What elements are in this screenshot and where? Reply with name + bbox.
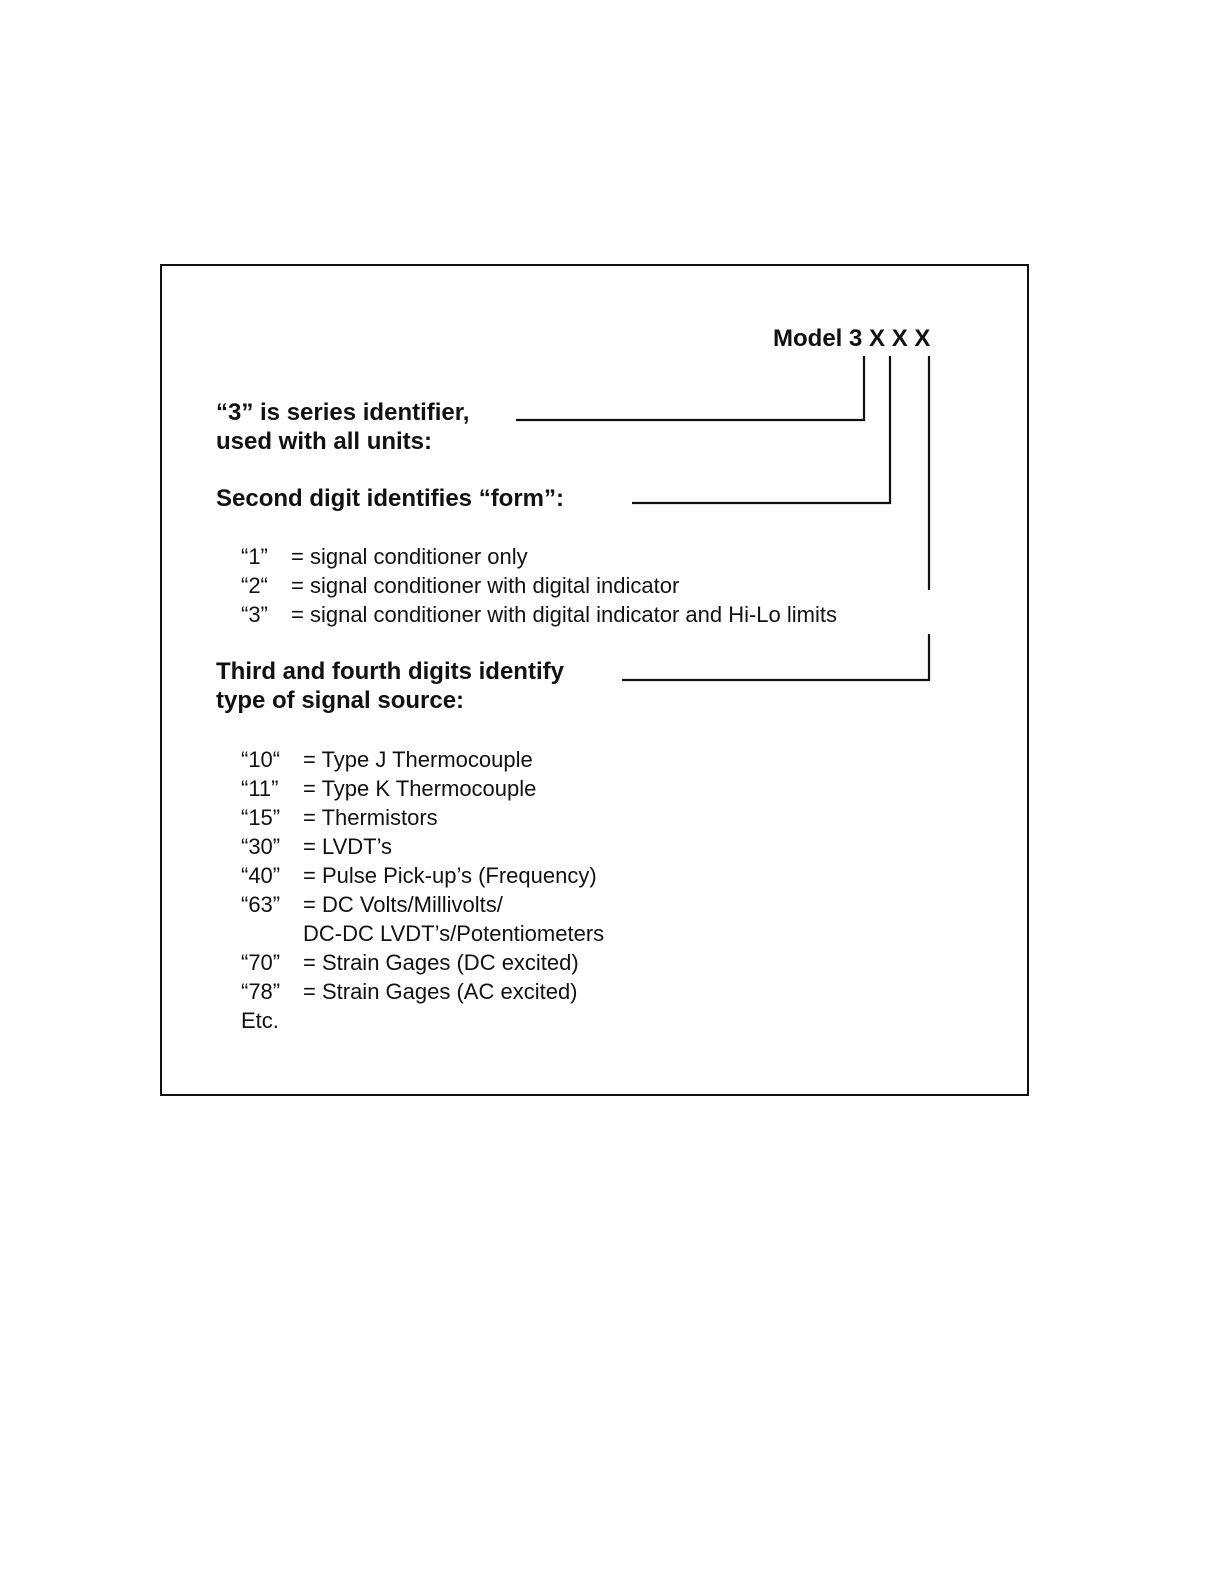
- source-item: [241, 948, 579, 977]
- form-heading: Second digit identifies “form”:: [216, 485, 565, 512]
- model-digit-form: X: [869, 325, 886, 352]
- source-desc: = Strain Gages (AC excited): [303, 979, 578, 1004]
- form-desc: = signal conditioner with digital indicator: [291, 573, 680, 598]
- source-item-continuation: [241, 919, 605, 948]
- source-desc: = Pulse Pick-up’s (Frequency): [303, 863, 597, 888]
- series-heading: [216, 398, 469, 456]
- form-code: “1”: [241, 544, 268, 569]
- series-heading-line2: used with all units:: [216, 428, 433, 455]
- source-desc: = Type J Thermocouple: [303, 747, 533, 772]
- source-desc: = Thermistors: [303, 805, 438, 830]
- form-code: “3”: [241, 602, 268, 627]
- source-code: “63”: [241, 892, 281, 917]
- model-digit-series: 3: [849, 325, 863, 352]
- source-desc: = DC Volts/Millivolts/: [303, 892, 503, 917]
- source-code: “40”: [241, 863, 281, 888]
- source-list: [241, 745, 605, 1035]
- source-heading-line2: type of signal source:: [216, 687, 465, 714]
- form-connector: [632, 356, 890, 503]
- form-desc: = signal conditioner with digital indicator and Hi-Lo limits: [291, 602, 837, 627]
- source-item: [241, 832, 393, 861]
- model-digit-source-1: X: [891, 325, 908, 352]
- source-item: [241, 774, 537, 803]
- source-desc: = Strain Gages (DC excited): [303, 950, 579, 975]
- model-digit-source-2: X: [914, 325, 931, 352]
- source-item: [241, 803, 438, 832]
- source-etc: Etc.: [241, 1008, 279, 1033]
- form-desc: = signal conditioner only: [291, 544, 528, 569]
- series-connector: [516, 356, 864, 420]
- source-item: [241, 745, 533, 774]
- source-code: “10“: [241, 747, 281, 772]
- source-connector-lower: [622, 634, 929, 680]
- source-heading: [216, 657, 564, 715]
- source-heading-line1: Third and fourth digits identify: [216, 658, 564, 685]
- source-item: [241, 861, 597, 890]
- source-desc: DC-DC LVDT’s/Potentiometers: [303, 921, 605, 946]
- source-code: “15”: [241, 805, 281, 830]
- model-word: Model: [773, 325, 843, 352]
- source-code: “30”: [241, 834, 281, 859]
- form-code: “2“: [241, 573, 268, 598]
- source-desc: = Type K Thermocouple: [303, 776, 537, 801]
- source-item: [241, 890, 503, 919]
- model-label: [773, 324, 930, 353]
- source-code: “78”: [241, 979, 281, 1004]
- series-heading-line1: “3” is series identifier,: [216, 399, 470, 426]
- source-desc: = LVDT’s: [303, 834, 393, 859]
- source-item: [241, 977, 578, 1006]
- source-code: “11”: [241, 776, 279, 801]
- source-code: “70”: [241, 950, 281, 975]
